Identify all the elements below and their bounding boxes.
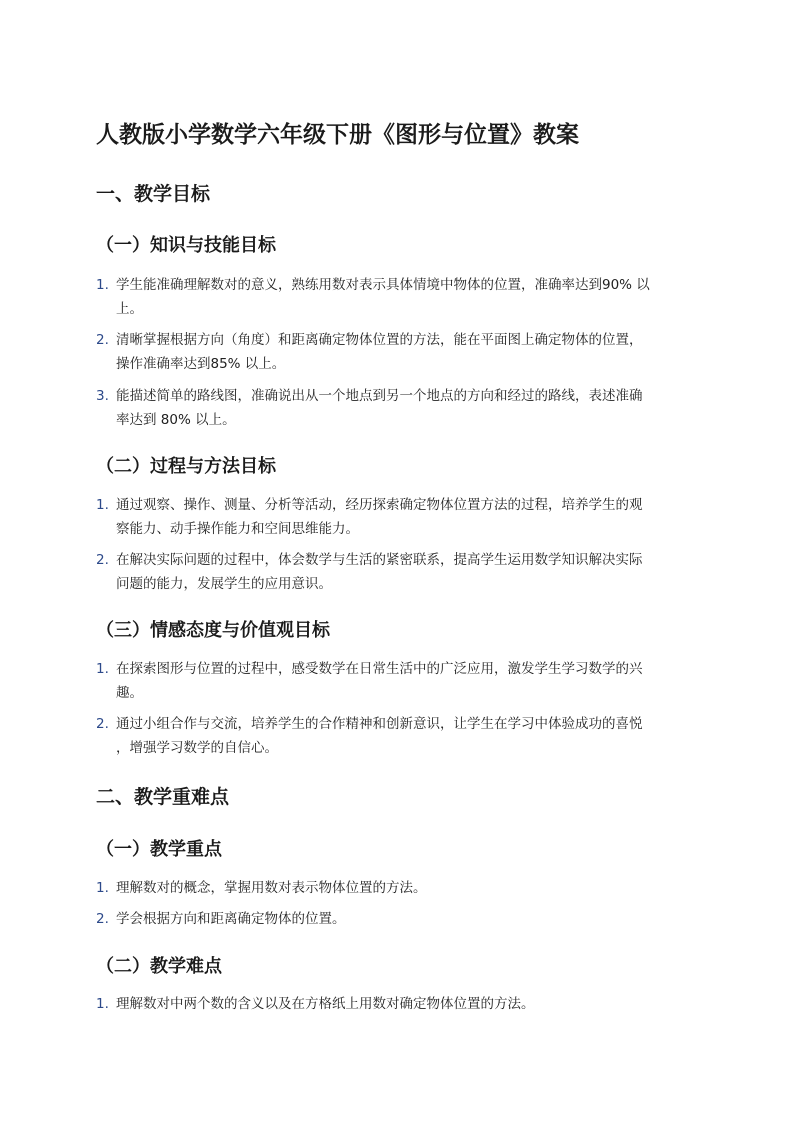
list-item-line: 操作准确率达到85% 以上。: [116, 356, 286, 372]
list-item-text: [116, 493, 702, 541]
list-item-number: 1.: [96, 277, 109, 293]
list-item-text: [116, 273, 702, 321]
list-item-number: 1.: [96, 661, 109, 677]
list-item-number: 1.: [96, 996, 109, 1012]
list-item-line: 理解数对中两个数的含义以及在方格纸上用数对确定物体位置的方法。: [116, 996, 535, 1012]
list-item-line: 率达到 80% 以上。: [116, 412, 236, 428]
section-heading-key-difficult-points: 二、教学重难点: [96, 786, 230, 808]
list-item-text: [116, 907, 702, 931]
list-item-number: 1.: [96, 880, 109, 896]
list-item-number: 2.: [96, 716, 109, 732]
list-item-line: 理解数对的概念，掌握用数对表示物体位置的方法。: [116, 880, 427, 896]
list-item-number: 2.: [96, 332, 109, 348]
list-item-number: 2.: [96, 911, 109, 927]
document-title: 人教版小学数学六年级下册《图形与位置》教案: [96, 122, 579, 148]
list-item-line: 通过观察、操作、测量、分析等活动，经历探索确定物体位置方法的过程，培养学生的观: [116, 497, 643, 513]
list-item-number: 1.: [96, 497, 109, 513]
list-item-text: [116, 328, 702, 376]
list-item-text: [116, 712, 702, 760]
list-item-text: [116, 384, 702, 432]
list-item-line: 在解决实际问题的过程中，体会数学与生活的紧密联系，提高学生运用数学知识解决实际: [116, 552, 643, 568]
list-item-line: 清晰掌握根据方向（角度）和距离确定物体位置的方法，能在平面图上确定物体的位置，: [116, 332, 643, 348]
list-item-line: 学会根据方向和距离确定物体的位置。: [116, 911, 346, 927]
list-item-line: 学生能准确理解数对的意义，熟练用数对表示具体情境中物体的位置，准确率达到90% 以: [116, 277, 650, 293]
list-item-line: 上。: [116, 301, 143, 317]
section-heading-objectives: 一、教学目标: [96, 183, 211, 205]
list-item-number: 2.: [96, 552, 109, 568]
list-item-line: 在探索图形与位置的过程中，感受数学在日常生活中的广泛应用，激发学生学习数学的兴: [116, 661, 643, 677]
list-item-text: [116, 657, 702, 705]
subsection-heading-key-points: （一）教学重点: [96, 839, 222, 860]
list-item-line: ，增强学习数学的自信心。: [116, 740, 278, 756]
list-item-line: 问题的能力，发展学生的应用意识。: [116, 576, 332, 592]
list-item-number: 3.: [96, 388, 109, 404]
list-item-line: 察能力、动手操作能力和空间思维能力。: [116, 521, 359, 537]
list-item-text: [116, 548, 702, 596]
subsection-heading-emotional-values: （三）情感态度与价值观目标: [96, 620, 330, 641]
list-item-text: [116, 992, 702, 1016]
subsection-heading-difficult-points: （二）教学难点: [96, 956, 222, 977]
subsection-heading-process-methods: （二）过程与方法目标: [96, 456, 276, 477]
list-item-line: 能描述简单的路线图，准确说出从一个地点到另一个地点的方向和经过的路线，表述准确: [116, 388, 643, 404]
subsection-heading-knowledge-skills: （一）知识与技能目标: [96, 235, 276, 256]
list-item-text: [116, 876, 702, 900]
list-item-line: 通过小组合作与交流，培养学生的合作精神和创新意识，让学生在学习中体验成功的喜悦: [116, 716, 643, 732]
list-item-line: 趣。: [116, 685, 143, 701]
